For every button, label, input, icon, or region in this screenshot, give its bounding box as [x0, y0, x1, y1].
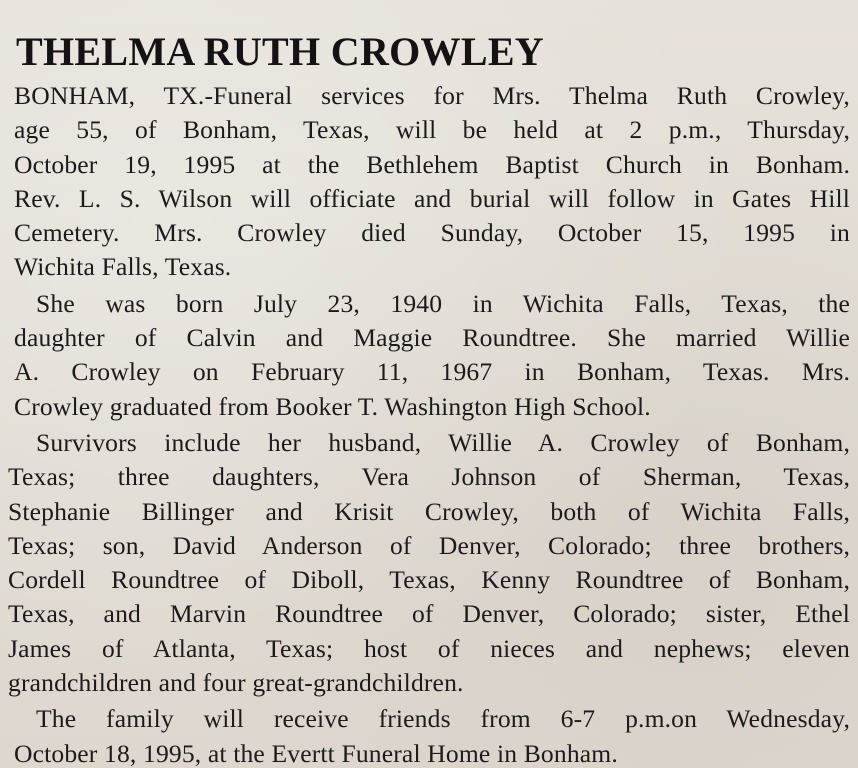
- text-line: BONHAM, TX.-Funeral services for Mrs. Thelma Ruth Crowley,: [14, 81, 850, 110]
- obituary-body: [8, 79, 850, 768]
- text-line: Wichita Falls, Texas.: [14, 252, 232, 282]
- text-line: Rev. L. S. Wilson will officiate and burial will follow in Gates Hill: [14, 183, 850, 213]
- text-line: A. Crowley on February 11, 1967 in Bonham, Texas. Mrs.: [14, 357, 850, 387]
- text-line: age 55, of Bonham, Texas, will be held at 2 p.m., Thursday,: [14, 115, 850, 145]
- paragraph-survivors: [8, 426, 850, 700]
- text-line: Crowley graduated from Booker T. Washington High School.: [14, 391, 651, 421]
- paragraph-funeral-services: [14, 79, 850, 285]
- paragraph-visitation: [14, 702, 850, 768]
- text-line: October 18, 1995, at the Evertt Funeral Home in Bonham.: [14, 738, 618, 768]
- text-line: James of Atlanta, Texas; host of nieces and nephews; eleven: [8, 633, 850, 663]
- text-line: Cordell Roundtree of Diboll, Texas, Kenny Roundtree of Bonham,: [8, 565, 850, 595]
- paragraph-biography: [14, 287, 850, 424]
- text-line: Stephanie Billinger and Krisit Crowley, both of Wichita Falls,: [8, 496, 850, 526]
- text-line: The family will receive friends from 6-7 p.m.on Wednesday,: [36, 704, 850, 734]
- text-line: grandchildren and four great-grandchildren.: [8, 668, 464, 698]
- text-line: She was born July 23, 1940 in Wichita Falls, Texas, the: [36, 288, 850, 318]
- text-line: Cemetery. Mrs. Crowley died Sunday, October 15, 1995 in: [14, 218, 850, 248]
- text-line: October 19, 1995 at the Bethlehem Baptist Church in Bonham.: [14, 149, 850, 179]
- text-line: daughter of Calvin and Maggie Roundtree. She married Willie: [14, 323, 850, 353]
- text-line: Texas; three daughters, Vera Johnson of Sherman, Texas,: [8, 462, 850, 492]
- text-line: Survivors include her husband, Willie A. Crowley of Bonham,: [36, 427, 850, 457]
- previous-article-fragment: [40, 0, 560, 8]
- text-line: Texas; son, David Anderson of Denver, Colorado; three brothers,: [8, 530, 850, 560]
- obituary-headline: THELMA RUTH CROWLEY: [16, 29, 544, 74]
- text-line: Texas, and Marvin Roundtree of Denver, Colorado; sister, Ethel: [8, 599, 850, 629]
